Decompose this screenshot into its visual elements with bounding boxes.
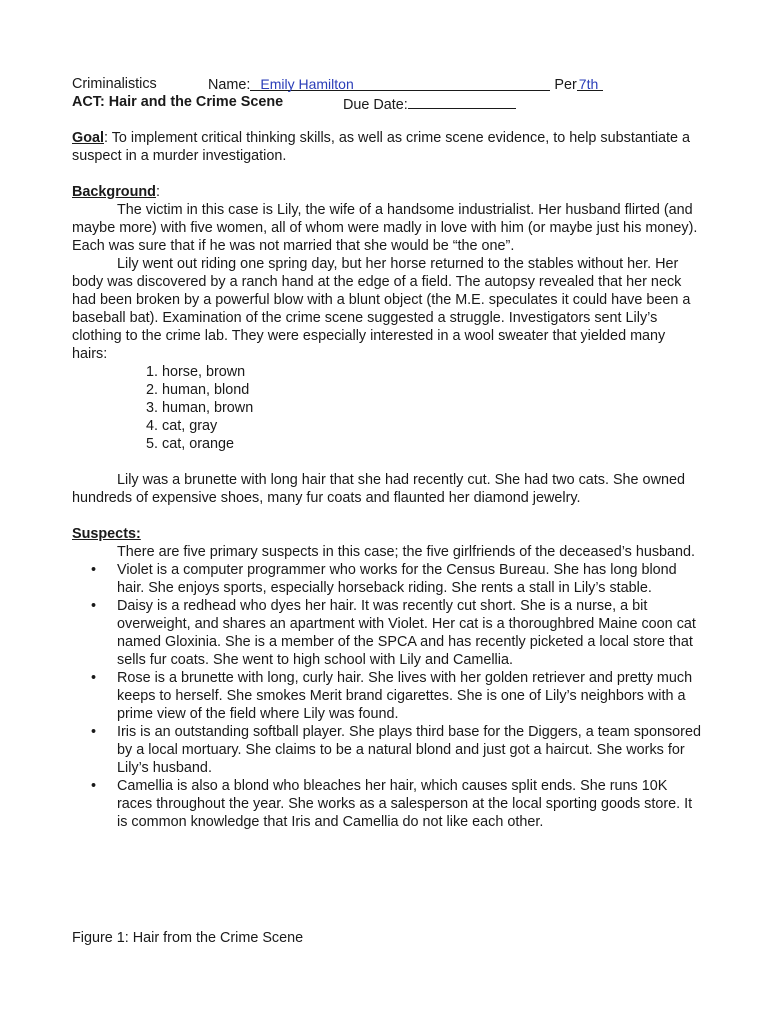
due-date-field	[408, 93, 516, 109]
period-field	[577, 75, 603, 91]
due-date-label: Due Date:	[343, 97, 408, 113]
list-item: • Rose is a brunette with long, curly hair. She lives with her golden retriever and pretty much keeps to herself. She smokes Merit brand cigarettes. She is one of Lily’s neighbors with a prime view of the field where Lily was found.	[117, 669, 702, 723]
suspects-heading: Suspects:	[72, 526, 141, 542]
hair-evidence-list	[72, 363, 702, 453]
figure-caption: Figure 1: Hair from the Crime Scene	[72, 930, 304, 946]
list-item: • Camellia is also a blond who bleaches her hair, which causes split ends. She runs 10K races throughout the year. She works as a salesperson at the local sporting goods store. It is common knowledge that Iris and Camellia do not like each other.	[117, 777, 702, 831]
goal-text: : To implement critical thinking skills, as well as crime scene evidence, to help substantiate a suspect in a murder investigation.	[72, 130, 691, 164]
suspects-heading-row	[72, 525, 702, 543]
student-name: Emily Hamilton	[260, 76, 354, 92]
background-paragraph-2: Lily went out riding one spring day, but her horse returned to the stables without her. Her body was discovered by a ranch hand at the edge of a field. The autopsy revealed that her neck had been broken by a powerful blow with a blunt object (the M.E. speculates it could have been a baseball bat). Examination of the crime scene suggested a struggle. Investigators sent Lily’s clothing to the crime lab. They were especially interested in a wool sweater that yielded many hairs:	[72, 256, 691, 362]
background-heading: Background	[72, 184, 156, 200]
list-item: 2. human, blond	[162, 381, 702, 399]
list-item: • Violet is a computer programmer who works for the Census Bureau. She has long blond hair. She enjoys sports, especially horseback riding. She rents a stall in Lily’s stable.	[117, 561, 702, 597]
goal-paragraph	[72, 129, 702, 165]
list-item: • Daisy is a redhead who dyes her hair. It was recently cut short. She is a nurse, a bit overweight, and shares an apartment with Violet. Her cat is a thoroughbred Maine coon cat named Gloxinia. She is a member of the SPCA and has recently picketed a local store that sells fur coats. She went to high school with Lily and Camellia.	[117, 597, 702, 669]
course-name: Criminalistics	[72, 76, 157, 92]
goal-heading: Goal	[72, 130, 104, 146]
period-label: Per	[554, 77, 577, 93]
name-label: Name:	[208, 77, 251, 93]
background-heading-row: Background:	[72, 184, 160, 200]
list-item: • Iris is an outstanding softball player. She plays third base for the Diggers, a team sponsored by a local mortuary. She claims to be a natural blond and just got a haircut. She works for Lily’s husband.	[117, 723, 702, 777]
period-value: 7th	[578, 76, 599, 92]
worksheet	[72, 75, 702, 831]
activity-title: ACT: Hair and the Crime Scene	[72, 94, 284, 110]
suspects-list	[72, 561, 702, 831]
suspects-intro: There are five primary suspects in this case; the five girlfriends of the deceased’s husband.	[117, 544, 696, 560]
list-item: 5. cat, orange	[162, 435, 702, 453]
background-paragraph-1: The victim in this case is Lily, the wife of a handsome industrialist. Her husband flirted (and maybe more) with five women, all of whom were madly in love with him (or maybe just his money). Each was sure that if he was not married that she would be “the one”.	[72, 202, 698, 254]
list-item: 1. horse, brown	[162, 363, 702, 381]
list-item: 3. human, brown	[162, 399, 702, 417]
header-row-1	[72, 75, 702, 93]
header-row-2	[72, 93, 702, 111]
name-field	[250, 75, 550, 91]
list-item: 4. cat, gray	[162, 417, 702, 435]
background-paragraph-3: Lily was a brunette with long hair that she had recently cut. She had two cats. She owned hundreds of expensive shoes, many fur coats and flaunted her diamond jewelry.	[72, 472, 685, 506]
